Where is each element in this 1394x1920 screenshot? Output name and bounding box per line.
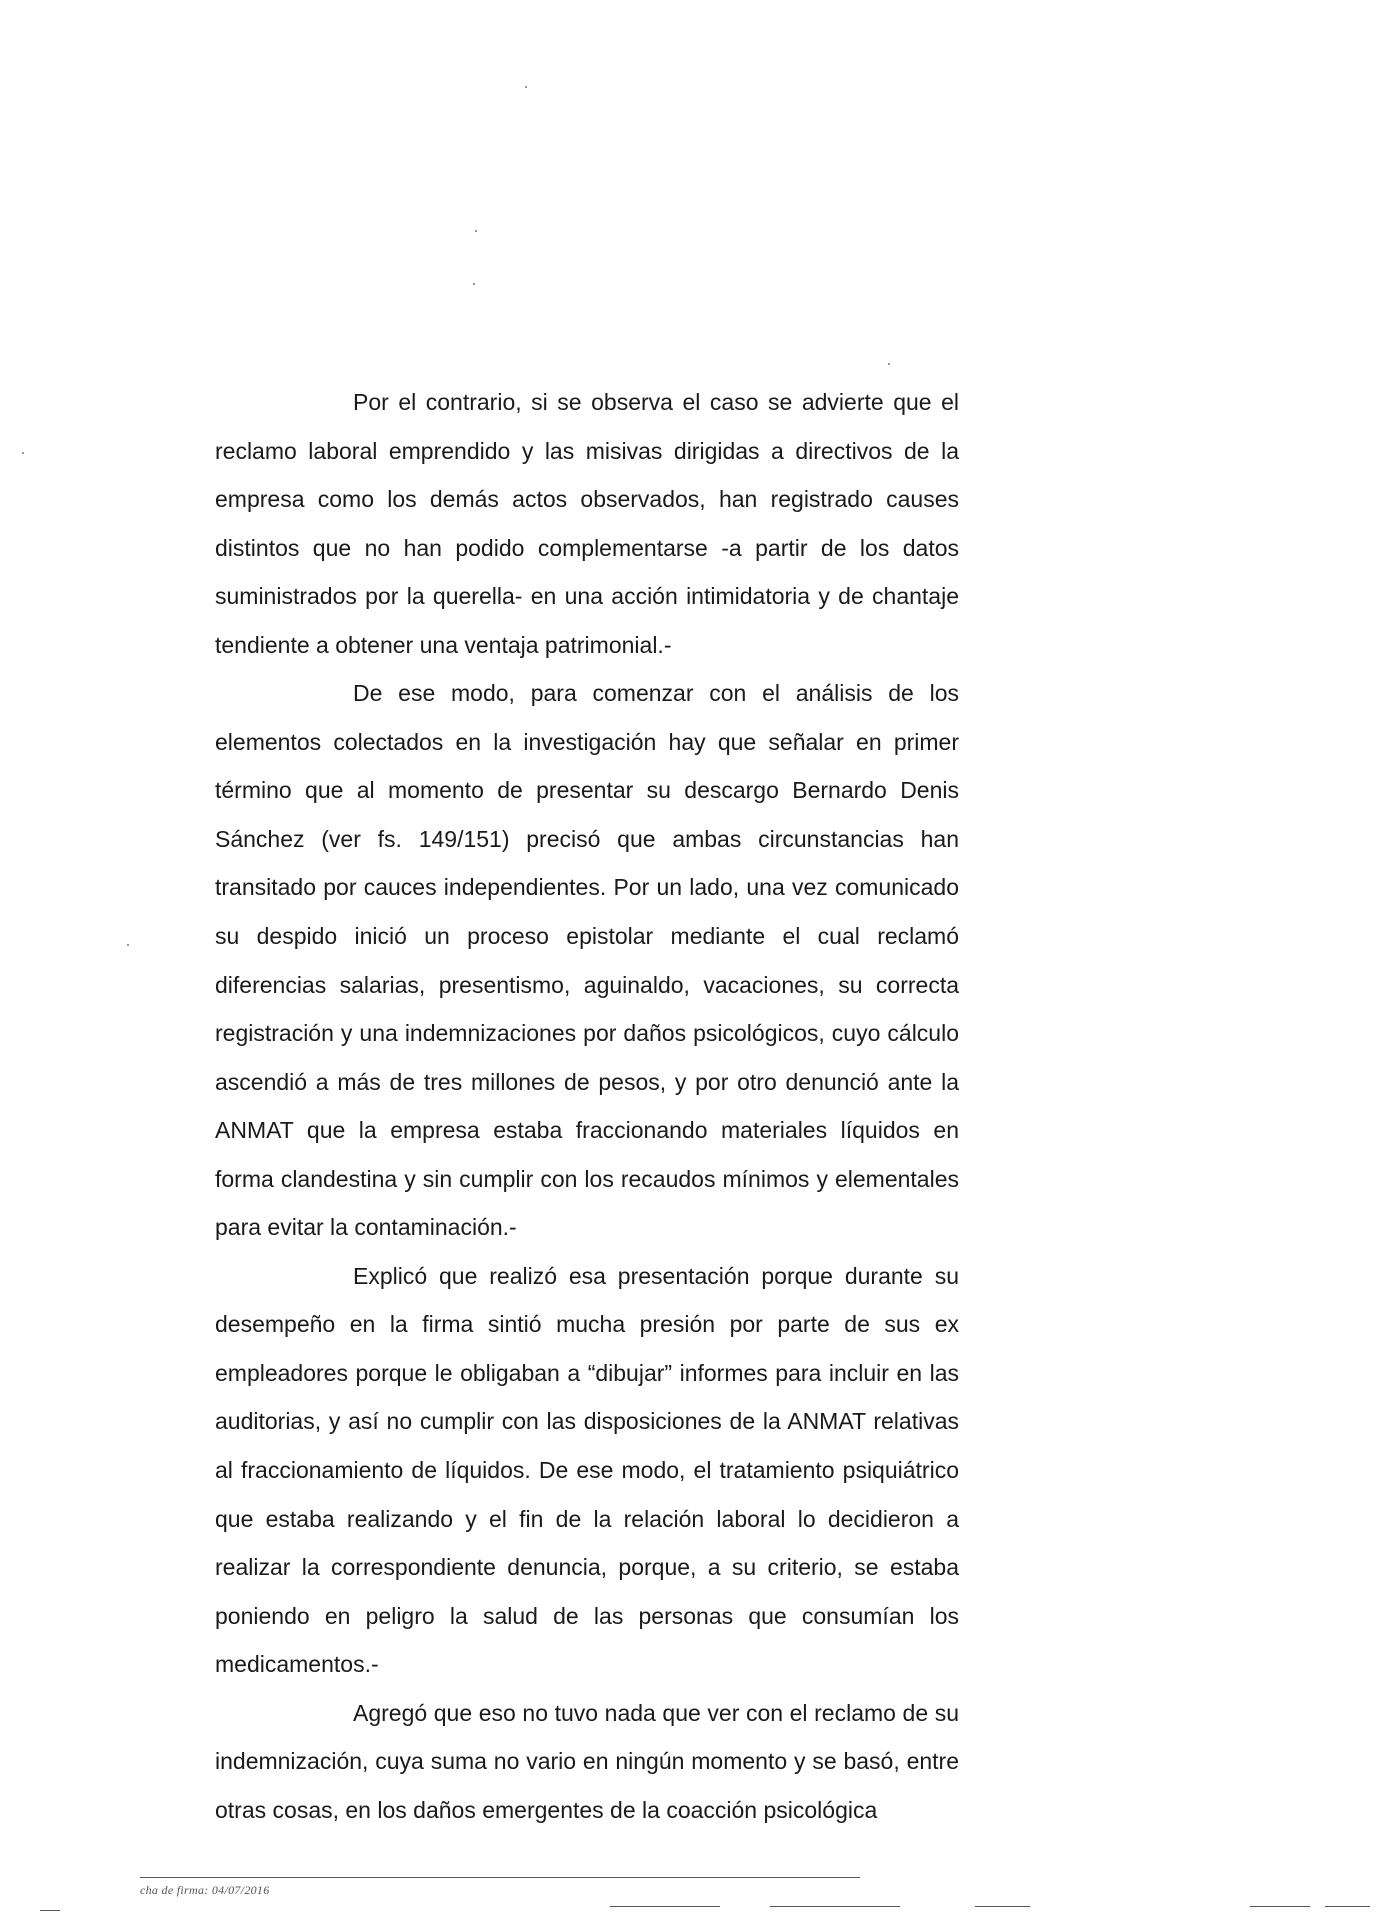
footer-rule [140, 1877, 860, 1878]
signature-date: cha de firma: 04/07/2016 [140, 1883, 270, 1897]
paragraph-4: Agregó que eso no tuvo nada que ver con el reclamo de su indemnización, cuya suma no vario en ningún momento y se basó, entre otras cosas, en los daños emergentes de la coacción psicológica [215, 1699, 959, 1823]
footer-rule-fragment [1325, 1906, 1370, 1907]
paragraph-3: Explicó que realizó esa presentación porque durante su desempeño en la firma sintió mucha presión por parte de sus ex empleadores porque le obligaban a “dibujar” informes para incluir en las auditorias, y así no cumplir con las disposiciones de la ANMAT relativas al fraccionamiento de líquidos. De ese modo, el tratamiento psiquiátrico que estaba realizando y el fin de la relación laboral lo decidieron a realizar la correspondiente denuncia, porque, a su criterio, se estaba poniendo en peligro la salud de las personas que consumían los medicamentos.- [215, 1262, 959, 1678]
footer-rule-fragment [975, 1906, 1030, 1907]
footer-rule-fragment [1250, 1906, 1310, 1907]
scan-speck [888, 363, 890, 365]
paragraph-1: Por el contrario, si se observa el caso se advierte que el reclamo laboral emprendido y las misivas dirigidas a directivos de la empresa como los demás actos observados, han registrado causes distintos que no han podido complementarse -a partir de los datos suministrados por la querella- en una acción intimidatoria y de chantaje tendiente a obtener una ventaja patrimonial.- [215, 389, 959, 658]
footer-rule-fragment [770, 1906, 900, 1907]
scan-speck [525, 86, 527, 88]
footer-rule-fragment [40, 1910, 60, 1911]
paragraph-2: De ese modo, para comenzar con el análisis de los elementos colectados en la investigación hay que señalar en primer término que al momento de presentar su descargo Bernardo Denis Sánchez (ver fs. 149/151) precisó que ambas circunstancias han transitado por cauces independientes. Por un lado, una vez comunicado su despido inició un proceso epistolar mediante el cual reclamó diferencias salarias, presentismo, aguinaldo, vacaciones, su correcta registración y una indemnizaciones por daños psicológicos, cuyo cálculo ascendió a más de tres millones de pesos, y por otro denunció ante la ANMAT que la empresa estaba fraccionando materiales líquidos en forma clandestina y sin cumplir con los recaudos mínimos y elementales para evitar la contaminación.- [215, 680, 959, 1241]
scan-speck [473, 283, 475, 285]
scan-speck [22, 452, 24, 454]
scan-speck [475, 230, 477, 232]
scan-speck [127, 944, 129, 946]
document-body [215, 378, 959, 1834]
footer-rule-fragment [610, 1906, 720, 1907]
